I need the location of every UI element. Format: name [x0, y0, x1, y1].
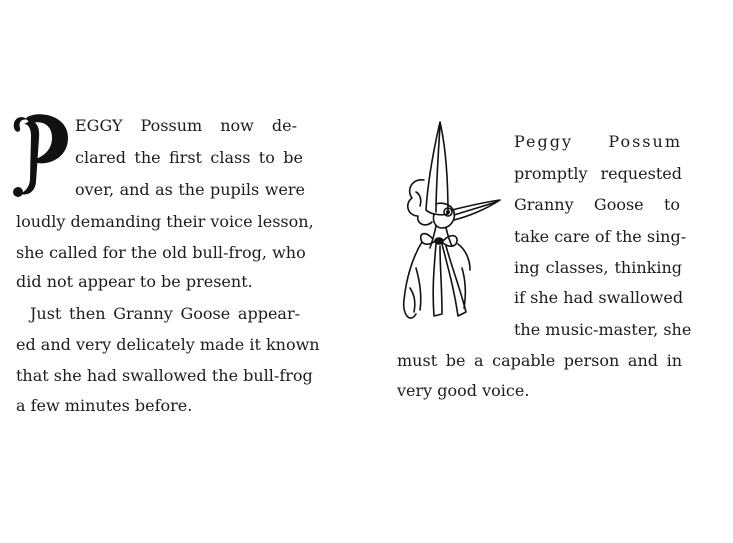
- para1-line-2: clared the first class to be: [75, 148, 303, 167]
- right-line-6: if she had swallowed: [514, 288, 684, 307]
- right-line-2: promptly requested: [514, 164, 682, 183]
- right-line-4: take care of the sing-: [514, 227, 687, 246]
- para2-line-3: that she had swallowed the bull-frog: [16, 366, 313, 385]
- para1-line-4: loudly demanding their voice lesson,: [16, 212, 314, 231]
- right-line-5: ing classes, thinking: [514, 258, 682, 277]
- para1-line-6: did not appear to be present.: [16, 272, 253, 291]
- para1-line-3: over, and as the pupils were: [75, 180, 305, 199]
- para1-line-5: she called for the old bull-frog, who: [16, 243, 306, 262]
- right-line-3: Granny Goose to: [514, 195, 680, 214]
- right-line-1: Peggy Possum: [514, 132, 682, 151]
- right-line-8: must be a capable person and in: [397, 351, 682, 370]
- right-line-7: the music-master, she: [514, 320, 692, 339]
- drop-cap-p: [6, 108, 72, 198]
- para2-line-1: Just then Granny Goose appear-: [30, 304, 300, 323]
- right-line-9: very good voice.: [397, 381, 530, 400]
- para1-line-1: EGGY Possum now de-: [75, 116, 297, 135]
- para2-line-4: a few minutes before.: [16, 396, 193, 415]
- para2-line-2: ed and very delicately made it known: [16, 335, 320, 354]
- granny-goose-illustration: [396, 118, 504, 334]
